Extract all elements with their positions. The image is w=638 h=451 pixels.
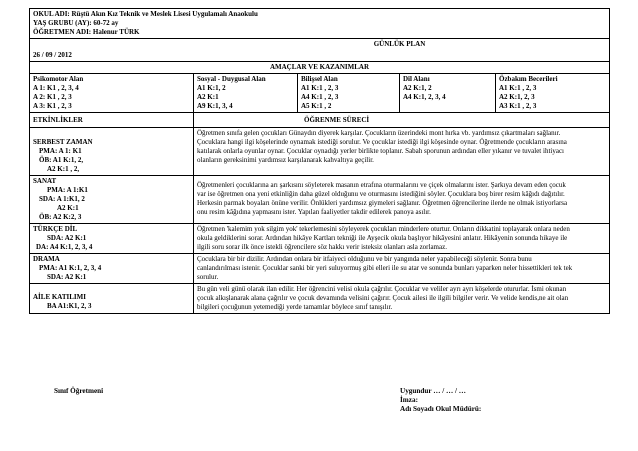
goal-area-name: Dil Alanı: [403, 75, 430, 83]
activity-line: katılarak onlarla oyunlar oynar. Çocuklar oynadığı yerler birlikte toplanır. Sabah sporunun ardından eller yıkanır ve tuvalet ihtiyacı: [197, 147, 564, 155]
goal-line: A4 K:1 , 2, 3: [301, 93, 339, 101]
principal-name-line: Adı Soyadı Okul Müdürü:: [400, 405, 482, 413]
activity-row-aile: [30, 284, 610, 314]
goals-title: AMAÇLAR VE KAZANIMLAR: [30, 62, 610, 74]
goal-line: A9 K:1, 3, 4: [197, 102, 233, 110]
goal-line: A2 K:1, 2, 3: [499, 93, 535, 101]
activity-goal: ÖB: A2 K:2, 3: [39, 213, 82, 221]
goals-cell-bilissel: [298, 74, 400, 113]
activity-goal: A2 K:1 , 2,: [47, 165, 80, 173]
goal-area-name: Bilişsel Alan: [301, 75, 338, 83]
activity-text: [194, 254, 610, 284]
goals-cell-sosyal: [194, 74, 298, 113]
goal-line: A 1: K1 , 2, 3, 4: [33, 84, 79, 92]
activity-line: Herkesin parmak boyaları önüne verilir. Önlükleri yardımsız giymeleri sağlanır. Öğretmen öğrencilerine ilerde ne olmak istiyorlarsa: [197, 199, 568, 207]
activity-goal: PMA: A 1:K1: [47, 186, 88, 194]
signature-line: İmza:: [400, 396, 418, 404]
activity-title: SANAT: [33, 177, 57, 185]
goal-line: A2 K:1, 2: [403, 84, 432, 92]
class-teacher-signature: Sınıf Öğretmeni: [54, 387, 104, 395]
school-name: OKUL ADI: Rüştü Akın Kız Teknik ve Meslek Lisesi Uygulamalı Anaokulu: [33, 10, 258, 18]
activity-text: [194, 128, 610, 176]
activity-line: okula geldiklerini sorar. Ardından hikâye Kartları tekniği ile Ayşecik okula başlıyor hikâyesini anlatır. Hikâyenin sonunda hikaye ile: [197, 234, 568, 242]
activity-title: TÜRKÇE DİL: [33, 225, 78, 233]
activity-row-drama: [30, 254, 610, 284]
activity-labels: [30, 128, 194, 176]
goals-cell-dil: [400, 74, 496, 113]
activity-line: olanların gereksinimi yardımsız karşılanarak kahvaltıya geçilir.: [197, 156, 374, 164]
goals-cell-psikomotor: [30, 74, 194, 113]
learning-process-label: ÖĞRENME SÜRECİ: [194, 113, 610, 128]
activity-line: Öğretmenleri çocuklarına arı şarkısını söyleterek masanın etrafına oturmalarını ve çiçek olmalarını ister. Şarkıya devam eden çocuk: [197, 181, 566, 189]
goal-line: A5 K:1 , 2: [301, 102, 332, 110]
activity-row-sanat: [30, 176, 610, 224]
goal-line: A3 K:1 , 2, 3: [499, 102, 537, 110]
goal-line: A1 K:1 , 2, 3: [301, 84, 339, 92]
activity-text: [194, 224, 610, 254]
goal-line: A1 K:1 , 2, 3: [499, 84, 537, 92]
daily-plan-table: [29, 8, 610, 314]
activity-labels: [30, 284, 194, 314]
activity-goal: PMA: A1 K:1, 2, 3, 4: [39, 264, 102, 272]
activity-goal: PMA: A 1: K1: [39, 147, 82, 155]
activity-goal: SDA: A 1:K1, 2: [39, 195, 85, 203]
activity-text: [194, 176, 610, 224]
activity-line: bilgileri çocuğunun yetemediği yerde tamamlar böylece sınıf tanışılır.: [197, 303, 393, 311]
teacher-name: ÖĞRETMEN ADI: Halenur TÜRK: [33, 28, 140, 36]
activity-line: ilgili soru sorar ilk önce istekli öğrencilere söz hakkı verir isteksiz olanları asla zorlamaz.: [197, 243, 447, 251]
activity-title: DRAMA: [33, 255, 60, 263]
activity-line: Öğretmen 'kalemim yok silgim yok' tekerlemesini söyleyerek çocukları minderlere oturtur. Onların dikkatini toplayarak onlara neden: [197, 225, 570, 233]
goals-title-row: [30, 62, 610, 74]
activity-line: Öğretmen sınıfa gelen çocukları Günaydın diyerek karşılar. Çocukların üzerindeki mont hırka vb. yardımsız çıkartmaları sağlanır.: [197, 129, 561, 137]
activity-line: Çocuklara bir bir dizilir. Ardından onlara bir itfaiyeci olduğunu ve bir yangında neler yapabileceği söylenir. Sonra bunu: [197, 255, 532, 263]
goal-line: A 3: K1 , 2, 3: [33, 102, 72, 110]
activity-labels: [30, 224, 194, 254]
activity-line: çocuk alkışlanarak alana çağrılır ve çocuk devamında velisini çağırır. Çocuk ailesi ile ilgili bilgiler verir. Ve velide kendis,ne ait olan: [197, 294, 569, 302]
activity-text: [194, 284, 610, 314]
activity-labels: [30, 176, 194, 224]
activity-line: Bu gün veli günü olarak ilan edilir. Her öğrencini velisi okula çağrılır. Çocuklar ve veliler ayrı ayrı köşelerde otururlar. İsmi okunan: [197, 285, 567, 293]
activity-goal: SDA: A2 K:1: [47, 234, 87, 242]
activity-goal: DA: A4 K:1, 2, 3, 4: [36, 243, 93, 251]
activities-header-row: [30, 113, 610, 128]
goal-area-name: Sosyal - Duygusal Alan: [197, 75, 266, 83]
school-info-row: [30, 9, 610, 39]
activity-line: onu resim kâğıdına yapmasını ister. Yapılan faaliyetler takdir edilerek panoya asılır.: [197, 208, 431, 216]
goal-line: A1 K:1, 2: [197, 84, 226, 92]
plan-title-row: [30, 39, 610, 62]
goals-cell-ozbakim: [496, 74, 610, 113]
age-group: YAŞ GRUBU (AY): 60-72 ay: [33, 19, 119, 27]
activity-line: sorulur.: [197, 273, 219, 281]
activity-title: SERBEST ZAMAN: [33, 138, 93, 146]
activity-row-serbest: [30, 128, 610, 176]
activity-line: Çocuklara hangi ilgi köşelerinde oynamak istediği sorulur. Ve çocuklar istediği ilgi köşesinde oynar. Öğretmende çocukların arasına: [197, 138, 567, 146]
activity-goal: BA A1:K1, 2, 3: [47, 302, 92, 310]
activity-title: AİLE KATILIMI: [33, 293, 86, 301]
goal-line: A 2: K1 , 2, 3: [33, 93, 72, 101]
approval-date-line: Uygundur … / … / …: [400, 387, 466, 395]
activity-row-turkce: [30, 224, 610, 254]
goals-row: [30, 74, 610, 113]
activity-line: canlandırılması istenir. Çocuklar sanki bir yeri suluyormuş gibi elleri ile su atar ve sonunda bunları yaparken neler hissettikleri tek tek: [197, 264, 573, 272]
goal-line: A2 K:1: [197, 93, 219, 101]
activities-label: ETKİNLİKLER: [30, 113, 194, 128]
plan-date: 26 / 09 / 2012: [33, 51, 72, 59]
activity-goal: A2 K:1: [57, 204, 79, 212]
goal-area-name: Özbakım Becerileri: [499, 75, 558, 83]
activity-goal: ÖB: A1 K:1, 2,: [39, 156, 84, 164]
plan-title: GÜNLÜK PLAN: [373, 40, 426, 48]
goal-area-name: Psikomotor Alan: [33, 75, 84, 83]
principal-approval-block: [400, 387, 481, 414]
goal-line: A4 K:1, 2, 3, 4: [403, 93, 446, 101]
activity-line: var ise öğretmen ona yeni etkinliğin daha güzel olduğunu ve oturmasını istediğini söyler. Çocuklara boş birer resim kâğıdı dağıtılır.: [197, 190, 565, 198]
activity-goal: SDA: A2 K:1: [47, 273, 87, 281]
activity-labels: [30, 254, 194, 284]
